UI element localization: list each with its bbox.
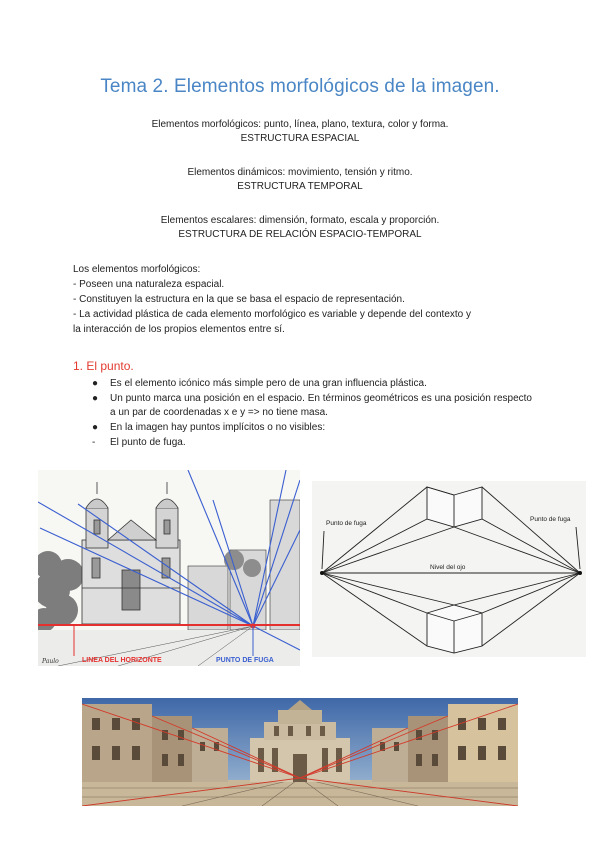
group-structure: ESTRUCTURA ESPACIAL: [240, 133, 360, 144]
group-line: Elementos escalares: dimensión, formato, escala y proporción.: [160, 215, 440, 226]
signature-text: Paulo: [42, 658, 59, 665]
group-morfologicos: [0, 118, 600, 146]
bullet-list: [92, 377, 532, 451]
eye-level-label: Nivel del ojo: [430, 564, 466, 571]
right-vanishing-label: Punto de fuga: [530, 516, 571, 523]
bullet-text: En la imagen hay puntos implícitos o no visibles:: [110, 422, 326, 433]
page-title: Tema 2. Elementos morfológicos de la imagen.: [100, 76, 500, 97]
group-escalares: [0, 214, 600, 242]
group-line: Elementos morfológicos: punto, línea, plano, textura, color y forma.: [151, 119, 449, 130]
left-vanishing-label: Punto de fuga: [326, 520, 367, 527]
intro-line: - La actividad plástica de cada elemento morfológico es variable y depende del contexto y: [73, 309, 472, 320]
list-item: [92, 421, 532, 435]
group-line: Elementos dinámicos: movimiento, tensión y ritmo.: [187, 167, 413, 178]
list-item: [92, 392, 532, 420]
vanishing-point-label: PUNTO DE FUGA: [216, 657, 274, 664]
horizon-label: LINEA DEL HORIZONTE: [82, 657, 162, 664]
list-item: [92, 377, 532, 391]
two-point-perspective-figure: [312, 481, 586, 657]
bullet-mark: -: [92, 437, 96, 448]
intro-block: [73, 262, 533, 337]
bullet-mark: ●: [92, 378, 99, 389]
list-item: [92, 436, 532, 450]
intro-line: - Constituyen la estructura en la que se basa el espacio de representación.: [73, 294, 405, 305]
section-heading: 1. El punto.: [73, 359, 134, 373]
bullet-text: Es el elemento icónico más simple pero de una gran influencia plástica.: [110, 378, 427, 389]
bullet-text: El punto de fuga.: [110, 437, 186, 448]
bullet-mark: ●: [92, 422, 99, 433]
ideal-city-painting: [82, 698, 518, 806]
group-structure: ESTRUCTURA DE RELACIÓN ESPACIO-TEMPORAL: [178, 229, 422, 240]
group-dinamicos: [0, 166, 600, 194]
group-structure: ESTRUCTURA TEMPORAL: [237, 181, 363, 192]
intro-line: la interacción de los propios elementos entre sí.: [73, 324, 285, 335]
cathedral-perspective-figure: [38, 470, 300, 666]
intro-heading: Los elementos morfológicos:: [73, 264, 201, 275]
bullet-mark: ●: [92, 393, 99, 404]
intro-line: - Poseen una naturaleza espacial.: [73, 279, 225, 290]
bullet-text: Un punto marca una posición en el espacio. En términos geométricos es una posición respecto a un par de coordenadas x e y => no tiene masa.: [110, 393, 532, 418]
